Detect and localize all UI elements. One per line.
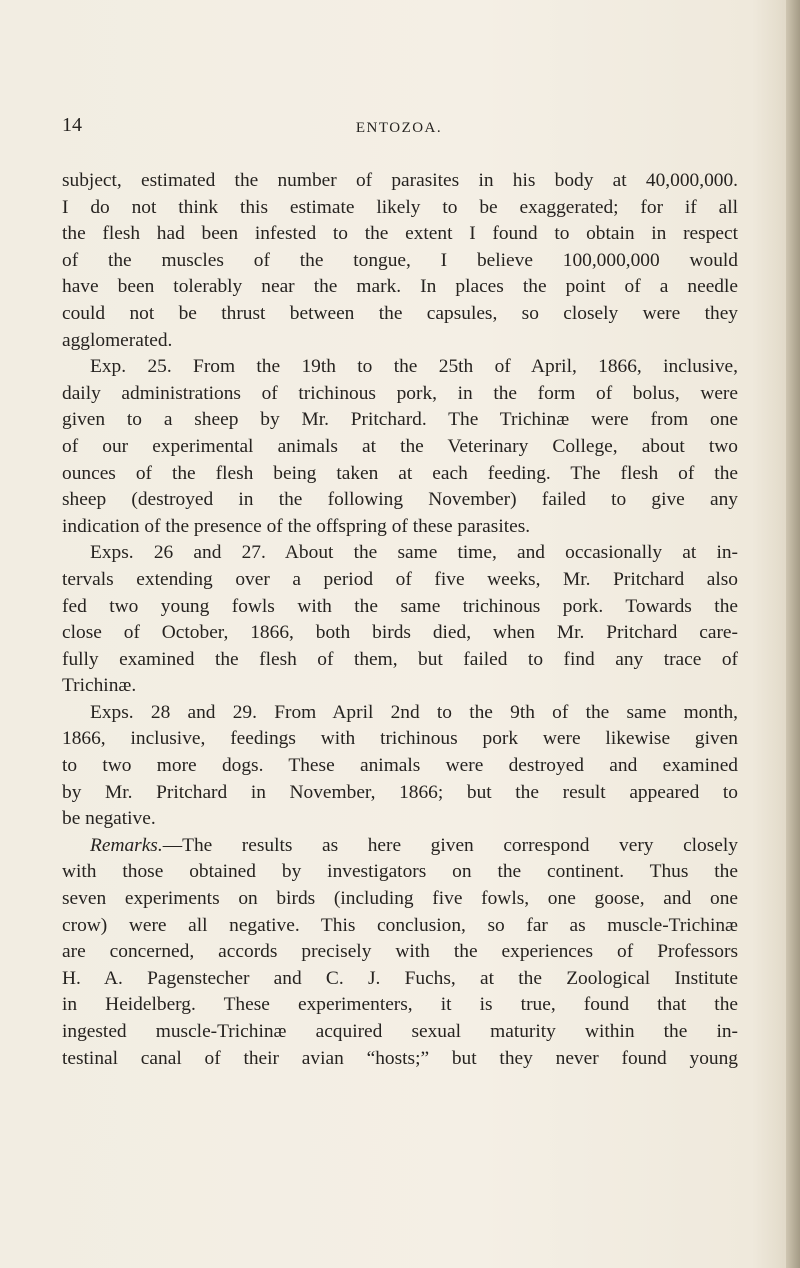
remarks-lead: Remarks.	[90, 834, 163, 856]
text-line: by Mr. Pritchard in November, 1866; but the result appeared to	[62, 781, 738, 803]
text-line: given to a sheep by Mr. Pritchard. The Trichinæ were from one	[62, 409, 738, 431]
text-line: crow) were all negative. This conclusion, so far as muscle-Trichinæ	[62, 914, 738, 936]
paragraph-remarks	[62, 833, 738, 1072]
text-line: fully examined the flesh of them, but failed to find any trace of	[62, 648, 738, 670]
text-line: of our experimental animals at the Veterinary College, about two	[62, 435, 738, 457]
remarks-first-line: —The results as here given correspond very closely	[162, 834, 738, 856]
text-line: testinal canal of their avian “hosts;” but they never found young	[62, 1047, 738, 1069]
text-line: be negative.	[62, 808, 156, 830]
page-binding-edge	[786, 0, 800, 1268]
text-line: 1866, inclusive, feedings with trichinous pork were likewise given	[62, 728, 738, 750]
text-line: fed two young fowls with the same trichinous pork. Towards the	[62, 595, 738, 617]
text-line: close of October, 1866, both birds died, when Mr. Pritchard care-	[62, 622, 738, 644]
paragraph-exp-25	[62, 354, 738, 540]
text-line: tervals extending over a period of five weeks, Mr. Pritchard also	[62, 568, 738, 590]
text-line: agglomerated.	[62, 329, 173, 351]
text-line	[62, 833, 738, 860]
text-line: sheep (destroyed in the following November) failed to give any	[62, 489, 738, 511]
paragraph-exps-28-29	[62, 700, 738, 833]
paragraph-exps-26-27	[62, 540, 738, 700]
text-line: H. A. Pagenstecher and C. J. Fuchs, at the Zoological Institute	[62, 967, 738, 989]
text-line: seven experiments on birds (including five fowls, one goose, and one	[62, 888, 738, 910]
body-text	[62, 168, 738, 1072]
text-line: ingested muscle-Trichinæ acquired sexual maturity within the in-	[62, 1021, 738, 1042]
text-line: ounces of the flesh being taken at each feeding. The flesh of the	[62, 462, 738, 484]
running-head: ENTOZOA.	[355, 120, 443, 136]
text-line: subject, estimated the number of parasites in his body at 40,000,000.	[62, 170, 738, 191]
text-line: to two more dogs. These animals were destroyed and examined	[62, 755, 738, 777]
text-line: with those obtained by investigators on the continent. Thus the	[62, 861, 738, 883]
text-line: are concerned, accords precisely with the experiences of Professors	[62, 941, 738, 963]
paragraph-1	[62, 168, 738, 354]
text-line: Exps. 28 and 29. From April 2nd to the 9th of the same month,	[90, 701, 738, 723]
text-line: in Heidelberg. These experimenters, it is true, found that the	[62, 994, 738, 1016]
text-line: the flesh had been infested to the extent I found to obtain in respect	[62, 223, 738, 245]
text-line: indication of the presence of the offspring of these parasites.	[62, 515, 531, 537]
page-header	[62, 114, 736, 144]
text-line: of the muscles of the tongue, I believe 100,000,000 would	[62, 249, 738, 271]
text-line: have been tolerably near the mark. In places the point of a needle	[62, 276, 738, 298]
text-line: Exps. 26 and 27. About the same time, and occasionally at in-	[90, 542, 738, 564]
text-line: daily administrations of trichinous pork, in the form of bolus, were	[62, 382, 738, 404]
page-number: 14	[62, 114, 82, 136]
text-line: could not be thrust between the capsules, so closely were they	[62, 302, 738, 324]
text-line: I do not think this estimate likely to be exaggerated; for if all	[62, 196, 738, 218]
text-line: Trichinæ.	[62, 675, 137, 697]
text-line: Exp. 25. From the 19th to the 25th of April, 1866, inclusive,	[90, 356, 738, 378]
